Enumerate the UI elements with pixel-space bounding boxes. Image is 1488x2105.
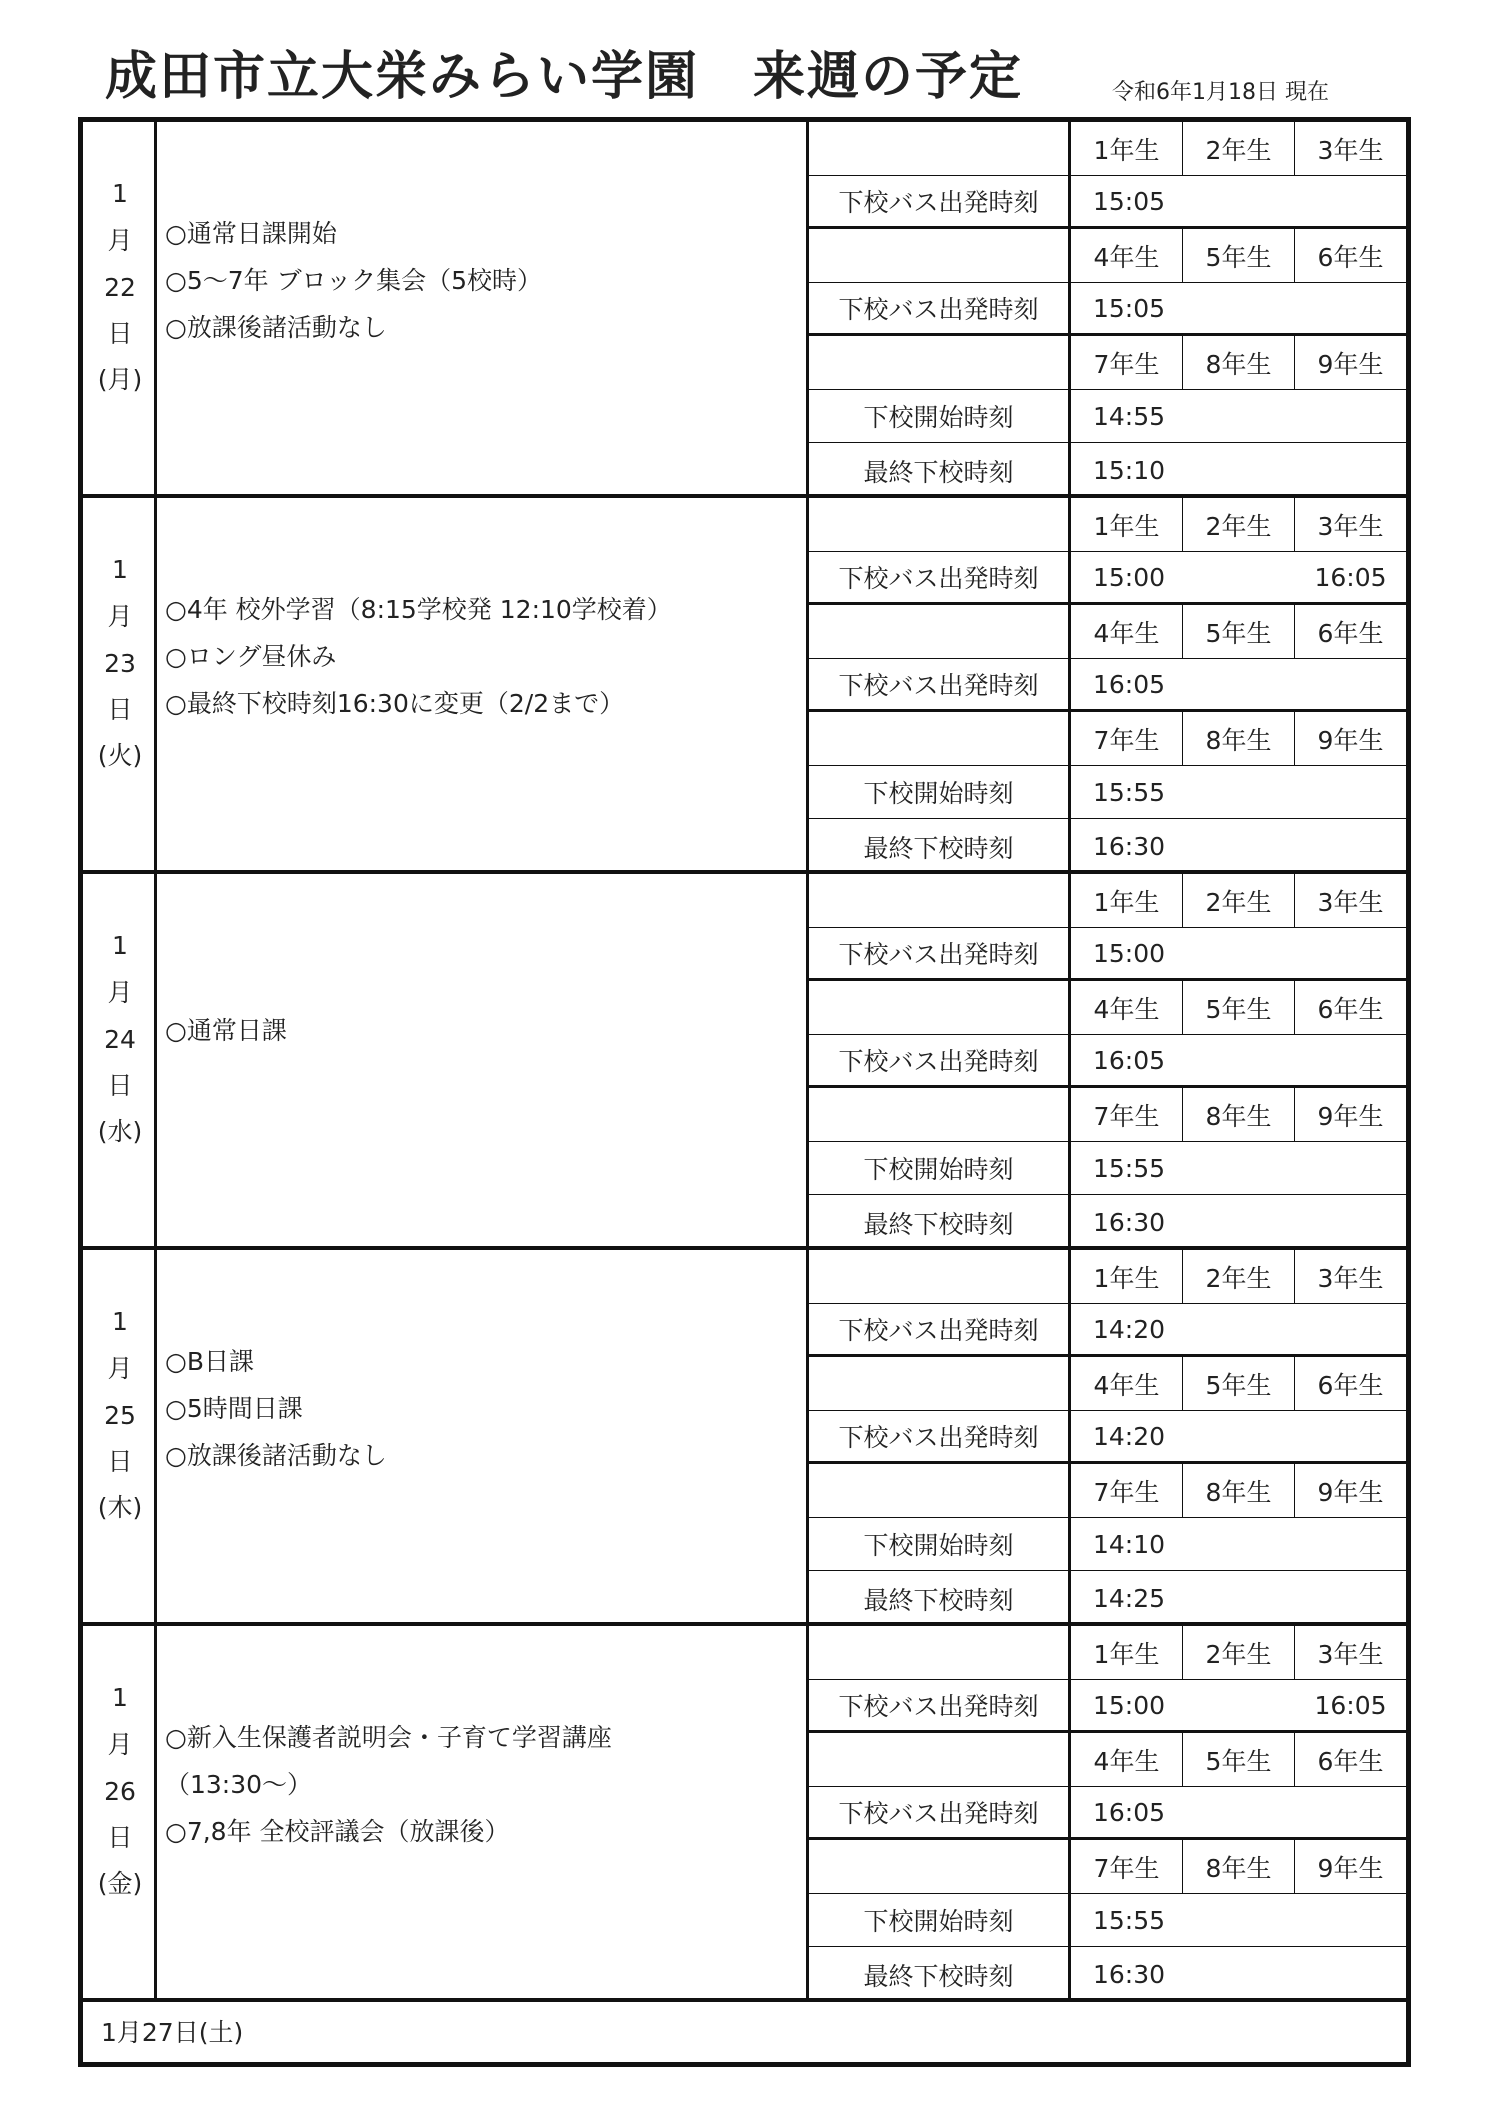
- time-value: 14:55: [1093, 401, 1166, 431]
- events-column: [157, 122, 809, 494]
- time-value: 15:55: [1093, 1153, 1166, 1183]
- grade-header: 7年生: [1071, 1088, 1183, 1141]
- date-text: 月: [107, 602, 133, 631]
- time-value: 15:00: [1093, 938, 1166, 968]
- grade-header: 1年生: [1071, 874, 1183, 927]
- event-item: ○4年 校外学習（8:15学校発 12:10学校着）: [165, 595, 672, 624]
- grid-row: [809, 1733, 1406, 1787]
- event-item: ○通常日課開始: [165, 219, 337, 248]
- time-value: 16:05: [1093, 1797, 1166, 1827]
- grade-header: 1年生: [1071, 1626, 1183, 1679]
- date-text: 1: [112, 179, 128, 208]
- event-item: ○B日課: [165, 1347, 254, 1376]
- event-item: ○5時間日課: [165, 1394, 303, 1423]
- dismissal-grid: [809, 498, 1406, 870]
- dismissal-grid: [809, 1626, 1406, 1998]
- grid-row: [809, 1680, 1406, 1733]
- grade-header: 6年生: [1317, 994, 1384, 1024]
- start-label: 下校開始時刻: [809, 1518, 1071, 1570]
- events-column: [157, 498, 809, 870]
- date-text: 月: [107, 1730, 133, 1759]
- grid-row: [809, 1035, 1406, 1088]
- day-block: [83, 498, 1406, 874]
- grid-row: [809, 552, 1406, 605]
- time-value-grade3: 16:05: [1314, 562, 1387, 592]
- time-value: 15:10: [1093, 456, 1166, 485]
- event-item: ○7,8年 全校評議会（放課後）: [165, 1817, 510, 1846]
- date-text: 月: [107, 978, 133, 1007]
- page-title: 成田市立大栄みらい学園 来週の予定: [105, 46, 1024, 107]
- grade-header: 7年生: [1071, 712, 1183, 765]
- grid-row: [809, 874, 1406, 928]
- grade-header: 8年生: [1183, 1464, 1295, 1517]
- grade-header: 6年生: [1317, 618, 1384, 648]
- grade-header: 4年生: [1071, 1733, 1183, 1786]
- grade-header: 2年生: [1183, 1250, 1295, 1303]
- time-value: 16:05: [1093, 1045, 1166, 1075]
- time-value: 14:20: [1093, 1314, 1166, 1344]
- grade-header: 3年生: [1317, 1263, 1384, 1293]
- grade-header: 6年生: [1317, 1370, 1384, 1400]
- grid-row: [809, 928, 1406, 981]
- grade-header: 6年生: [1317, 242, 1384, 272]
- time-value: 16:30: [1093, 1208, 1166, 1237]
- blank-label-cell: [809, 498, 1071, 551]
- start-label: 下校開始時刻: [809, 1142, 1071, 1194]
- start-label: 下校開始時刻: [809, 1894, 1071, 1946]
- date-column: [83, 874, 157, 1246]
- grade-header: 9年生: [1317, 349, 1384, 379]
- bus-label: 下校バス出発時刻: [809, 1787, 1071, 1837]
- date-column: [83, 498, 157, 870]
- event-item: ○新入生保護者説明会・子育て学習講座: [165, 1723, 612, 1752]
- grade-header: 5年生: [1183, 605, 1295, 658]
- grid-row: [809, 498, 1406, 552]
- grid-row: [809, 229, 1406, 283]
- bus-label: 下校バス出発時刻: [809, 283, 1071, 333]
- blank-label-cell: [809, 712, 1071, 765]
- grade-header: 7年生: [1071, 1840, 1183, 1893]
- grade-header: 7年生: [1071, 336, 1183, 389]
- grid-row: [809, 1464, 1406, 1518]
- grade-header: 2年生: [1183, 874, 1295, 927]
- grid-row: [809, 712, 1406, 766]
- time-value: 14:10: [1093, 1529, 1166, 1559]
- grade-header: 9年生: [1317, 1477, 1384, 1507]
- events-column: [157, 874, 809, 1246]
- grade-header: 4年生: [1071, 981, 1183, 1034]
- date-text: (火): [97, 741, 143, 770]
- grid-row: [809, 443, 1406, 498]
- grid-row: [809, 1142, 1406, 1195]
- as-of-date: 令和6年1月18日 現在: [1112, 80, 1329, 105]
- dismissal-grid: [809, 1250, 1406, 1622]
- date-text: 1: [112, 931, 128, 960]
- time-value: 15:00: [1093, 1690, 1166, 1720]
- dismissal-grid: [809, 122, 1406, 494]
- grid-row: [809, 1250, 1406, 1304]
- grade-header: 1年生: [1071, 1250, 1183, 1303]
- blank-label-cell: [809, 1088, 1071, 1141]
- grade-header: 5年生: [1183, 981, 1295, 1034]
- time-value-grade3: 16:05: [1314, 1690, 1387, 1720]
- final-label: 最終下校時刻: [809, 819, 1071, 874]
- date-text: 22: [104, 273, 136, 302]
- grid-row: [809, 1626, 1406, 1680]
- grid-row: [809, 390, 1406, 443]
- bus-label: 下校バス出発時刻: [809, 928, 1071, 978]
- grade-header: 7年生: [1071, 1464, 1183, 1517]
- time-value: 15:00: [1093, 562, 1166, 592]
- grid-row: [809, 122, 1406, 176]
- bus-label: 下校バス出発時刻: [809, 1680, 1071, 1730]
- start-label: 下校開始時刻: [809, 390, 1071, 442]
- date-text: 日: [107, 1447, 133, 1476]
- start-label: 下校開始時刻: [809, 766, 1071, 818]
- grade-header: 2年生: [1183, 122, 1295, 175]
- grade-header: 9年生: [1317, 1853, 1384, 1883]
- blank-label-cell: [809, 1626, 1071, 1679]
- time-value: 16:30: [1093, 1960, 1166, 1989]
- date-text: 日: [107, 319, 133, 348]
- bus-label: 下校バス出発時刻: [809, 1304, 1071, 1354]
- day-block: [83, 122, 1406, 498]
- date-column: [83, 1626, 157, 1998]
- day-block: [83, 1626, 1406, 2002]
- blank-label-cell: [809, 1840, 1071, 1893]
- blank-label-cell: [809, 336, 1071, 389]
- grade-header: 9年生: [1317, 1101, 1384, 1131]
- event-item: ○5〜7年 ブロック集会（5校時）: [165, 266, 542, 295]
- grid-row: [809, 1571, 1406, 1626]
- grid-row: [809, 1304, 1406, 1357]
- grid-row: [809, 1518, 1406, 1571]
- date-text: 日: [107, 1823, 133, 1852]
- date-text: 1: [112, 1307, 128, 1336]
- time-value: 15:05: [1093, 293, 1166, 323]
- time-value: 15:55: [1093, 1905, 1166, 1935]
- grade-header: 1年生: [1071, 498, 1183, 551]
- date-text: 1: [112, 555, 128, 584]
- grid-row: [809, 819, 1406, 874]
- grade-header: 4年生: [1071, 229, 1183, 282]
- grid-row: [809, 336, 1406, 390]
- grade-header: 2年生: [1183, 498, 1295, 551]
- grade-header: 5年生: [1183, 1357, 1295, 1410]
- grid-row: [809, 1947, 1406, 2002]
- date-text: (水): [97, 1117, 143, 1146]
- date-text: 月: [107, 1354, 133, 1383]
- grade-header: 8年生: [1183, 712, 1295, 765]
- day-block: [83, 1250, 1406, 1626]
- date-text: (木): [97, 1493, 143, 1522]
- blank-label-cell: [809, 1250, 1071, 1303]
- date-column: [83, 122, 157, 494]
- grid-row: [809, 659, 1406, 712]
- time-value: 15:55: [1093, 777, 1166, 807]
- blank-label-cell: [809, 1357, 1071, 1410]
- grid-row: [809, 766, 1406, 819]
- date-text: 24: [104, 1025, 136, 1054]
- blank-label-cell: [809, 605, 1071, 658]
- grade-header: 3年生: [1317, 511, 1384, 541]
- events-column: [157, 1626, 809, 1998]
- date-column: [83, 1250, 157, 1622]
- grid-row: [809, 283, 1406, 336]
- date-text: 23: [104, 649, 136, 678]
- date-text: 日: [107, 1071, 133, 1100]
- grade-header: 2年生: [1183, 1626, 1295, 1679]
- time-value: 14:25: [1093, 1584, 1166, 1613]
- grid-row: [809, 176, 1406, 229]
- time-value: 14:20: [1093, 1421, 1166, 1451]
- grade-header: 8年生: [1183, 1088, 1295, 1141]
- events-column: [157, 1250, 809, 1622]
- final-label: 最終下校時刻: [809, 443, 1071, 498]
- blank-label-cell: [809, 1464, 1071, 1517]
- grade-header: 1年生: [1071, 122, 1183, 175]
- bus-label: 下校バス出発時刻: [809, 552, 1071, 602]
- grid-row: [809, 605, 1406, 659]
- blank-label-cell: [809, 229, 1071, 282]
- grade-header: 4年生: [1071, 1357, 1183, 1410]
- time-value: 15:05: [1093, 186, 1166, 216]
- grade-header: 3年生: [1317, 1639, 1384, 1669]
- event-item: ○放課後諸活動なし: [165, 313, 387, 342]
- time-value: 16:30: [1093, 832, 1166, 861]
- date-text: 月: [107, 226, 133, 255]
- date-text: (月): [97, 365, 143, 394]
- bus-label: 下校バス出発時刻: [809, 176, 1071, 226]
- time-value: 16:05: [1093, 669, 1166, 699]
- final-label: 最終下校時刻: [809, 1947, 1071, 2002]
- grid-row: [809, 1894, 1406, 1947]
- dismissal-grid: [809, 874, 1406, 1246]
- grade-header: 5年生: [1183, 1733, 1295, 1786]
- date-text: 26: [104, 1777, 136, 1806]
- saturday-date: 1月27日(土): [101, 2018, 244, 2047]
- date-text: (金): [97, 1869, 143, 1898]
- event-item: （13:30〜）: [165, 1770, 313, 1799]
- event-item: ○最終下校時刻16:30に変更（2/2まで）: [165, 689, 625, 718]
- grade-header: 8年生: [1183, 1840, 1295, 1893]
- grid-row: [809, 981, 1406, 1035]
- grade-header: 5年生: [1183, 229, 1295, 282]
- grid-row: [809, 1088, 1406, 1142]
- event-item: ○通常日課: [165, 1016, 287, 1045]
- bus-label: 下校バス出発時刻: [809, 659, 1071, 709]
- event-item: ○放課後諸活動なし: [165, 1441, 387, 1470]
- bus-label: 下校バス出発時刻: [809, 1411, 1071, 1461]
- date-text: 1: [112, 1683, 128, 1712]
- grid-row: [809, 1411, 1406, 1464]
- blank-label-cell: [809, 981, 1071, 1034]
- blank-label-cell: [809, 122, 1071, 175]
- saturday-row: [83, 2002, 1406, 2062]
- day-block: [83, 874, 1406, 1250]
- schedule-table: [78, 117, 1411, 2067]
- grid-row: [809, 1787, 1406, 1840]
- final-label: 最終下校時刻: [809, 1195, 1071, 1250]
- grid-row: [809, 1357, 1406, 1411]
- blank-label-cell: [809, 1733, 1071, 1786]
- grid-row: [809, 1840, 1406, 1894]
- bus-label: 下校バス出発時刻: [809, 1035, 1071, 1085]
- date-text: 日: [107, 695, 133, 724]
- grade-header: 8年生: [1183, 336, 1295, 389]
- grade-header: 3年生: [1317, 887, 1384, 917]
- event-item: ○ロング昼休み: [165, 642, 337, 671]
- date-text: 25: [104, 1401, 136, 1430]
- grid-row: [809, 1195, 1406, 1250]
- final-label: 最終下校時刻: [809, 1571, 1071, 1626]
- grade-header: 6年生: [1317, 1746, 1384, 1776]
- grade-header: 9年生: [1317, 725, 1384, 755]
- blank-label-cell: [809, 874, 1071, 927]
- grade-header: 3年生: [1317, 135, 1384, 165]
- grade-header: 4年生: [1071, 605, 1183, 658]
